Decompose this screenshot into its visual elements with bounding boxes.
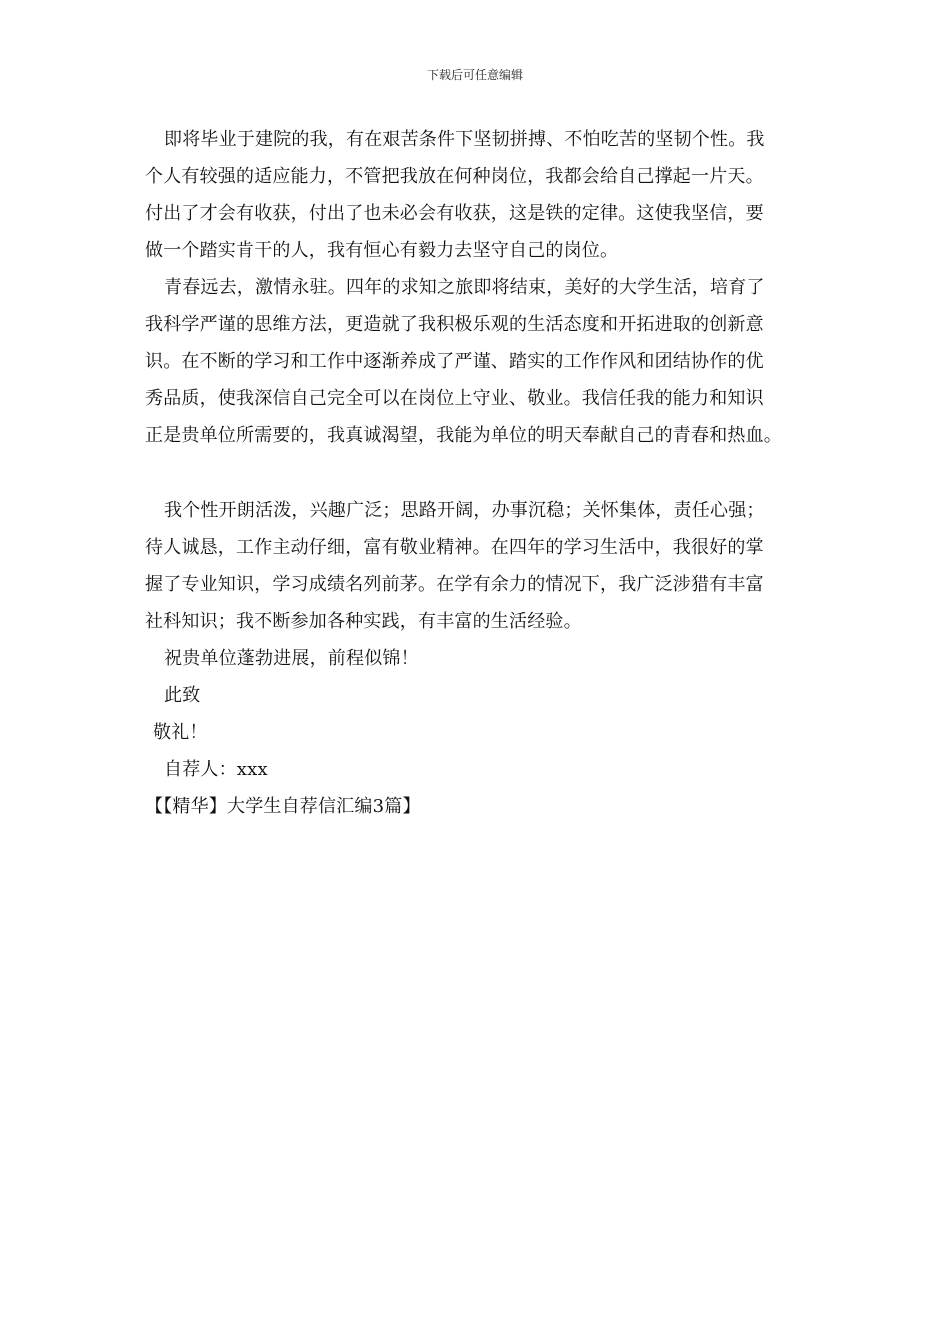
paragraph-line: 握了专业知识，学习成绩名列前茅。在学有余力的情况下，我广泛涉猎有丰富	[145, 574, 764, 595]
paragraph-line: 做一个踏实肯干的人，我有恒心有毅力去坚守自己的岗位。	[145, 240, 619, 261]
signature: 自荐人：xxx	[164, 759, 268, 780]
paragraph-1	[145, 121, 825, 269]
paragraph-line: 我个性开朗活泼，兴趣广泛；思路开阔，办事沉稳；关怀集体，责任心强；	[164, 500, 765, 521]
closing-jing-li: 敬礼！	[153, 722, 208, 743]
letter-body	[145, 121, 825, 825]
paragraph-line: 待人诚恳，工作主动仔细，富有敬业精神。在四年的学习生活中，我很好的掌	[145, 537, 764, 558]
paragraph-line: 识。在不断的学习和工作中逐渐养成了严谨、踏实的工作作风和团结协作的优	[145, 351, 764, 372]
paragraph-line: 个人有较强的适应能力，不管把我放在何种岗位，我都会给自己撑起一片天。	[145, 166, 764, 187]
paragraph-2	[145, 269, 825, 454]
paragraph-line: 秀品质，使我深信自己完全可以在岗位上守业、敬业。我信任我的能力和知识	[145, 388, 764, 409]
paragraph-line: 我科学严谨的思维方法，更造就了我积极乐观的生活态度和开拓进取的创新意	[145, 314, 764, 335]
paragraph-spacer	[145, 454, 825, 492]
next-article-title: 【【精华】大学生自荐信汇编3篇】	[145, 796, 421, 817]
paragraph-line: 正是贵单位所需要的，我真诚渴望，我能为单位的明天奉献自己的青春和热血。	[145, 425, 782, 446]
paragraph-line: 付出了才会有收获，付出了也未必会有收获，这是铁的定律。这使我坚信，要	[145, 203, 764, 224]
paragraph-line: 即将毕业于建院的我，有在艰苦条件下坚韧拼搏、不怕吃苦的坚韧个性。我	[164, 129, 765, 150]
paragraph-line: 社科知识；我不断参加各种实践，有丰富的生活经验。	[145, 611, 582, 632]
paragraph-line: 青春远去，激情永驻。四年的求知之旅即将结束，美好的大学生活，培育了	[164, 277, 765, 298]
page-header-note: 下载后可任意编辑	[426, 68, 523, 82]
closing-ci-zhi: 此致	[164, 685, 201, 706]
closing-wish: 祝贵单位蓬勃进展，前程似锦！	[164, 648, 419, 669]
paragraph-3	[145, 492, 825, 640]
